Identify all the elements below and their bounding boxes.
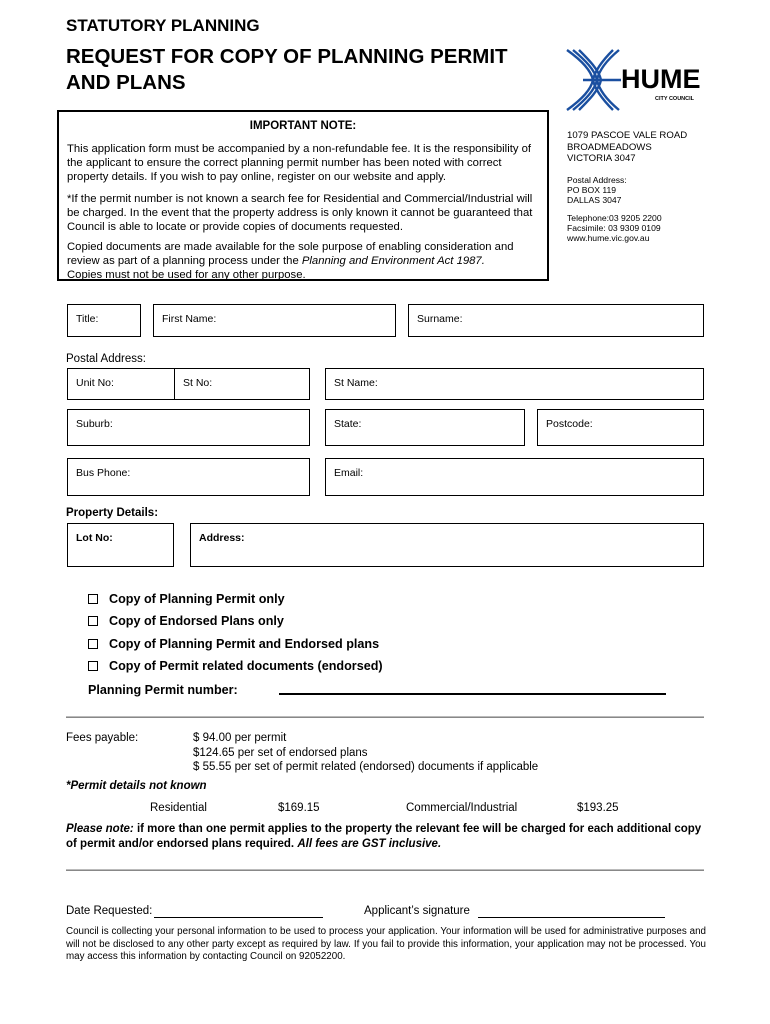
logo-word: HUME [621,64,701,94]
logo-subtitle: CITY COUNCIL [655,96,695,102]
first-name-field[interactable] [153,304,396,337]
commercial-label: Commercial/Industrial [406,802,518,814]
please-note-body: if more than one permit applies to the property the relevant fee will be charged for each additional copy of permit and/or endorsed plans required. [66,823,702,850]
suburb-label: Suburb: [76,418,113,430]
postcode-label: Postcode: [546,418,593,430]
section-kicker: STATUTORY PLANNING [66,16,260,35]
option-permit-documents-label: Copy of Permit related documents (endorsed) [109,659,383,673]
fee-permit-documents: $ 55.55 per set of permit related (endorsed) documents if applicable [193,761,539,773]
option-permit-documents[interactable] [88,659,383,673]
suburb-field[interactable] [67,409,310,446]
please-note-gst: All fees are GST inclusive. [297,837,442,850]
bus-phone-label: Bus Phone: [76,467,131,479]
option-permit-and-plans[interactable] [88,637,379,651]
lot-no-label: Lot No: [76,532,113,544]
telephone: Telephone:03 9205 2200 [567,213,662,223]
privacy-statement: Council is collecting your personal information to be used to process your application. Your information will be used for administrative purposes and will not be disclosed to any other party except as required by law. If you fail to provide this information, your application may not be processed. You may access this information by contacting Council on 92052200. [66,926,706,963]
notice-paragraph-search-fee: *If the permit number is not known a search fee for Residential and Commercial/Industrial will be charged. In the event that the property address is only known it cannot be guaranteed that Council is able to locate or provide copies of documents requested. [67,193,533,234]
important-note-heading: IMPORTANT NOTE: [249,120,357,132]
hume-city-council-logo [563,44,703,116]
postcode-field[interactable] [537,409,704,446]
postal-address-label: Postal Address: [567,175,627,185]
option-endorsed-plans-only[interactable] [88,614,284,628]
commercial-fee: $193.25 [577,802,619,814]
title-field[interactable] [67,304,141,337]
option-permit-only[interactable] [88,592,285,606]
fees-payable-label: Fees payable: [66,732,139,744]
residential-fee: $169.15 [278,802,320,814]
option-endorsed-plans-only-label: Copy of Endorsed Plans only [109,614,284,628]
fee-permit: $ 94.00 per permit [193,732,287,744]
address-field[interactable] [190,523,704,567]
divider-fees-bottom [66,869,704,871]
first-name-field-label: First Name: [162,313,217,325]
state-field[interactable] [325,409,525,446]
applicant-signature-label: Applicant’s signature [364,905,470,917]
notice-copies-text: Copied documents are made available for the sole purpose of enabling consideration and review as part of a planning process under the [67,241,514,268]
date-requested-input[interactable] [154,904,323,918]
fees-list [193,731,538,775]
unit-no-field[interactable] [68,369,174,399]
facsimile: Facsimile: 03 9309 0109 [567,223,661,233]
street-line-2: BROADMEADOWS [567,141,652,153]
st-no-label: St No: [183,377,213,389]
checkbox-endorsed-plans-only[interactable] [88,616,98,626]
option-permit-and-plans-label: Copy of Planning Permit and Endorsed plans [109,637,380,651]
surname-field-label: Surname: [417,313,463,325]
council-postal-address [567,175,627,205]
notice-copies-restriction: Copies must not be used for any other purpose. [67,269,306,282]
checkbox-permit-only[interactable] [88,594,98,604]
important-note-box [57,110,549,281]
title-field-label: Title: [76,313,99,325]
notice-paragraph-copies [67,240,543,283]
please-note-lead: Please note: [66,823,134,835]
street-line-3: VICTORIA 3047 [567,153,636,164]
state-label: State: [334,418,362,430]
council-contact-numbers [567,213,662,243]
postal-address-section-label: Postal Address: [66,353,146,365]
st-name-label: St Name: [334,377,378,389]
please-note-paragraph [66,822,706,851]
page-title-line-2: AND PLANS [66,71,186,94]
option-permit-only-label: Copy of Planning Permit only [109,592,285,606]
checkbox-permit-documents[interactable] [88,661,98,671]
surname-field[interactable] [408,304,704,337]
property-details-section-label: Property Details: [66,507,159,519]
planning-permit-number-label: Planning Permit number: [88,683,238,697]
st-name-field[interactable] [325,368,704,400]
lot-no-field[interactable] [67,523,174,567]
unit-no-label: Unit No: [76,377,114,389]
email-label: Email: [334,467,364,479]
address-label: Address: [199,532,245,544]
bus-phone-field[interactable] [67,458,310,496]
street-line-1: 1079 PASCOE VALE ROAD [567,130,688,141]
fee-endorsed-plans: $124.65 per set of endorsed plans [193,746,368,759]
planning-permit-number-input[interactable] [279,693,666,695]
permit-not-known-heading: *Permit details not known [66,780,207,792]
checkbox-permit-and-plans[interactable] [88,639,98,649]
po-city: DALLAS 3047 [567,195,622,205]
council-street-address [567,130,687,165]
page-title [66,44,546,96]
notice-act-name: Planning and Environment Act 1987. [301,255,485,268]
email-field[interactable] [325,458,704,496]
st-no-field[interactable] [174,369,312,399]
unit-st-no-field [67,368,310,400]
po-box: PO BOX 119 [567,185,617,195]
notice-paragraph-fee: This application form must be accompanied by a non-refundable fee. It is the responsibility of the applicant to ensure the correct planning permit number has been noted with correct property details. If you wish to pay online, register on our website and apply. [67,143,532,184]
date-requested-label: Date Requested: [66,905,153,917]
residential-label: Residential [150,802,207,814]
page-title-line-1: REQUEST FOR COPY OF PLANNING PERMIT [66,45,508,68]
hume-logo-mark-icon [563,44,703,116]
applicant-signature-input[interactable] [478,904,665,918]
website-link[interactable]: www.hume.vic.gov.au [567,233,650,243]
divider-fees-top [66,716,704,718]
